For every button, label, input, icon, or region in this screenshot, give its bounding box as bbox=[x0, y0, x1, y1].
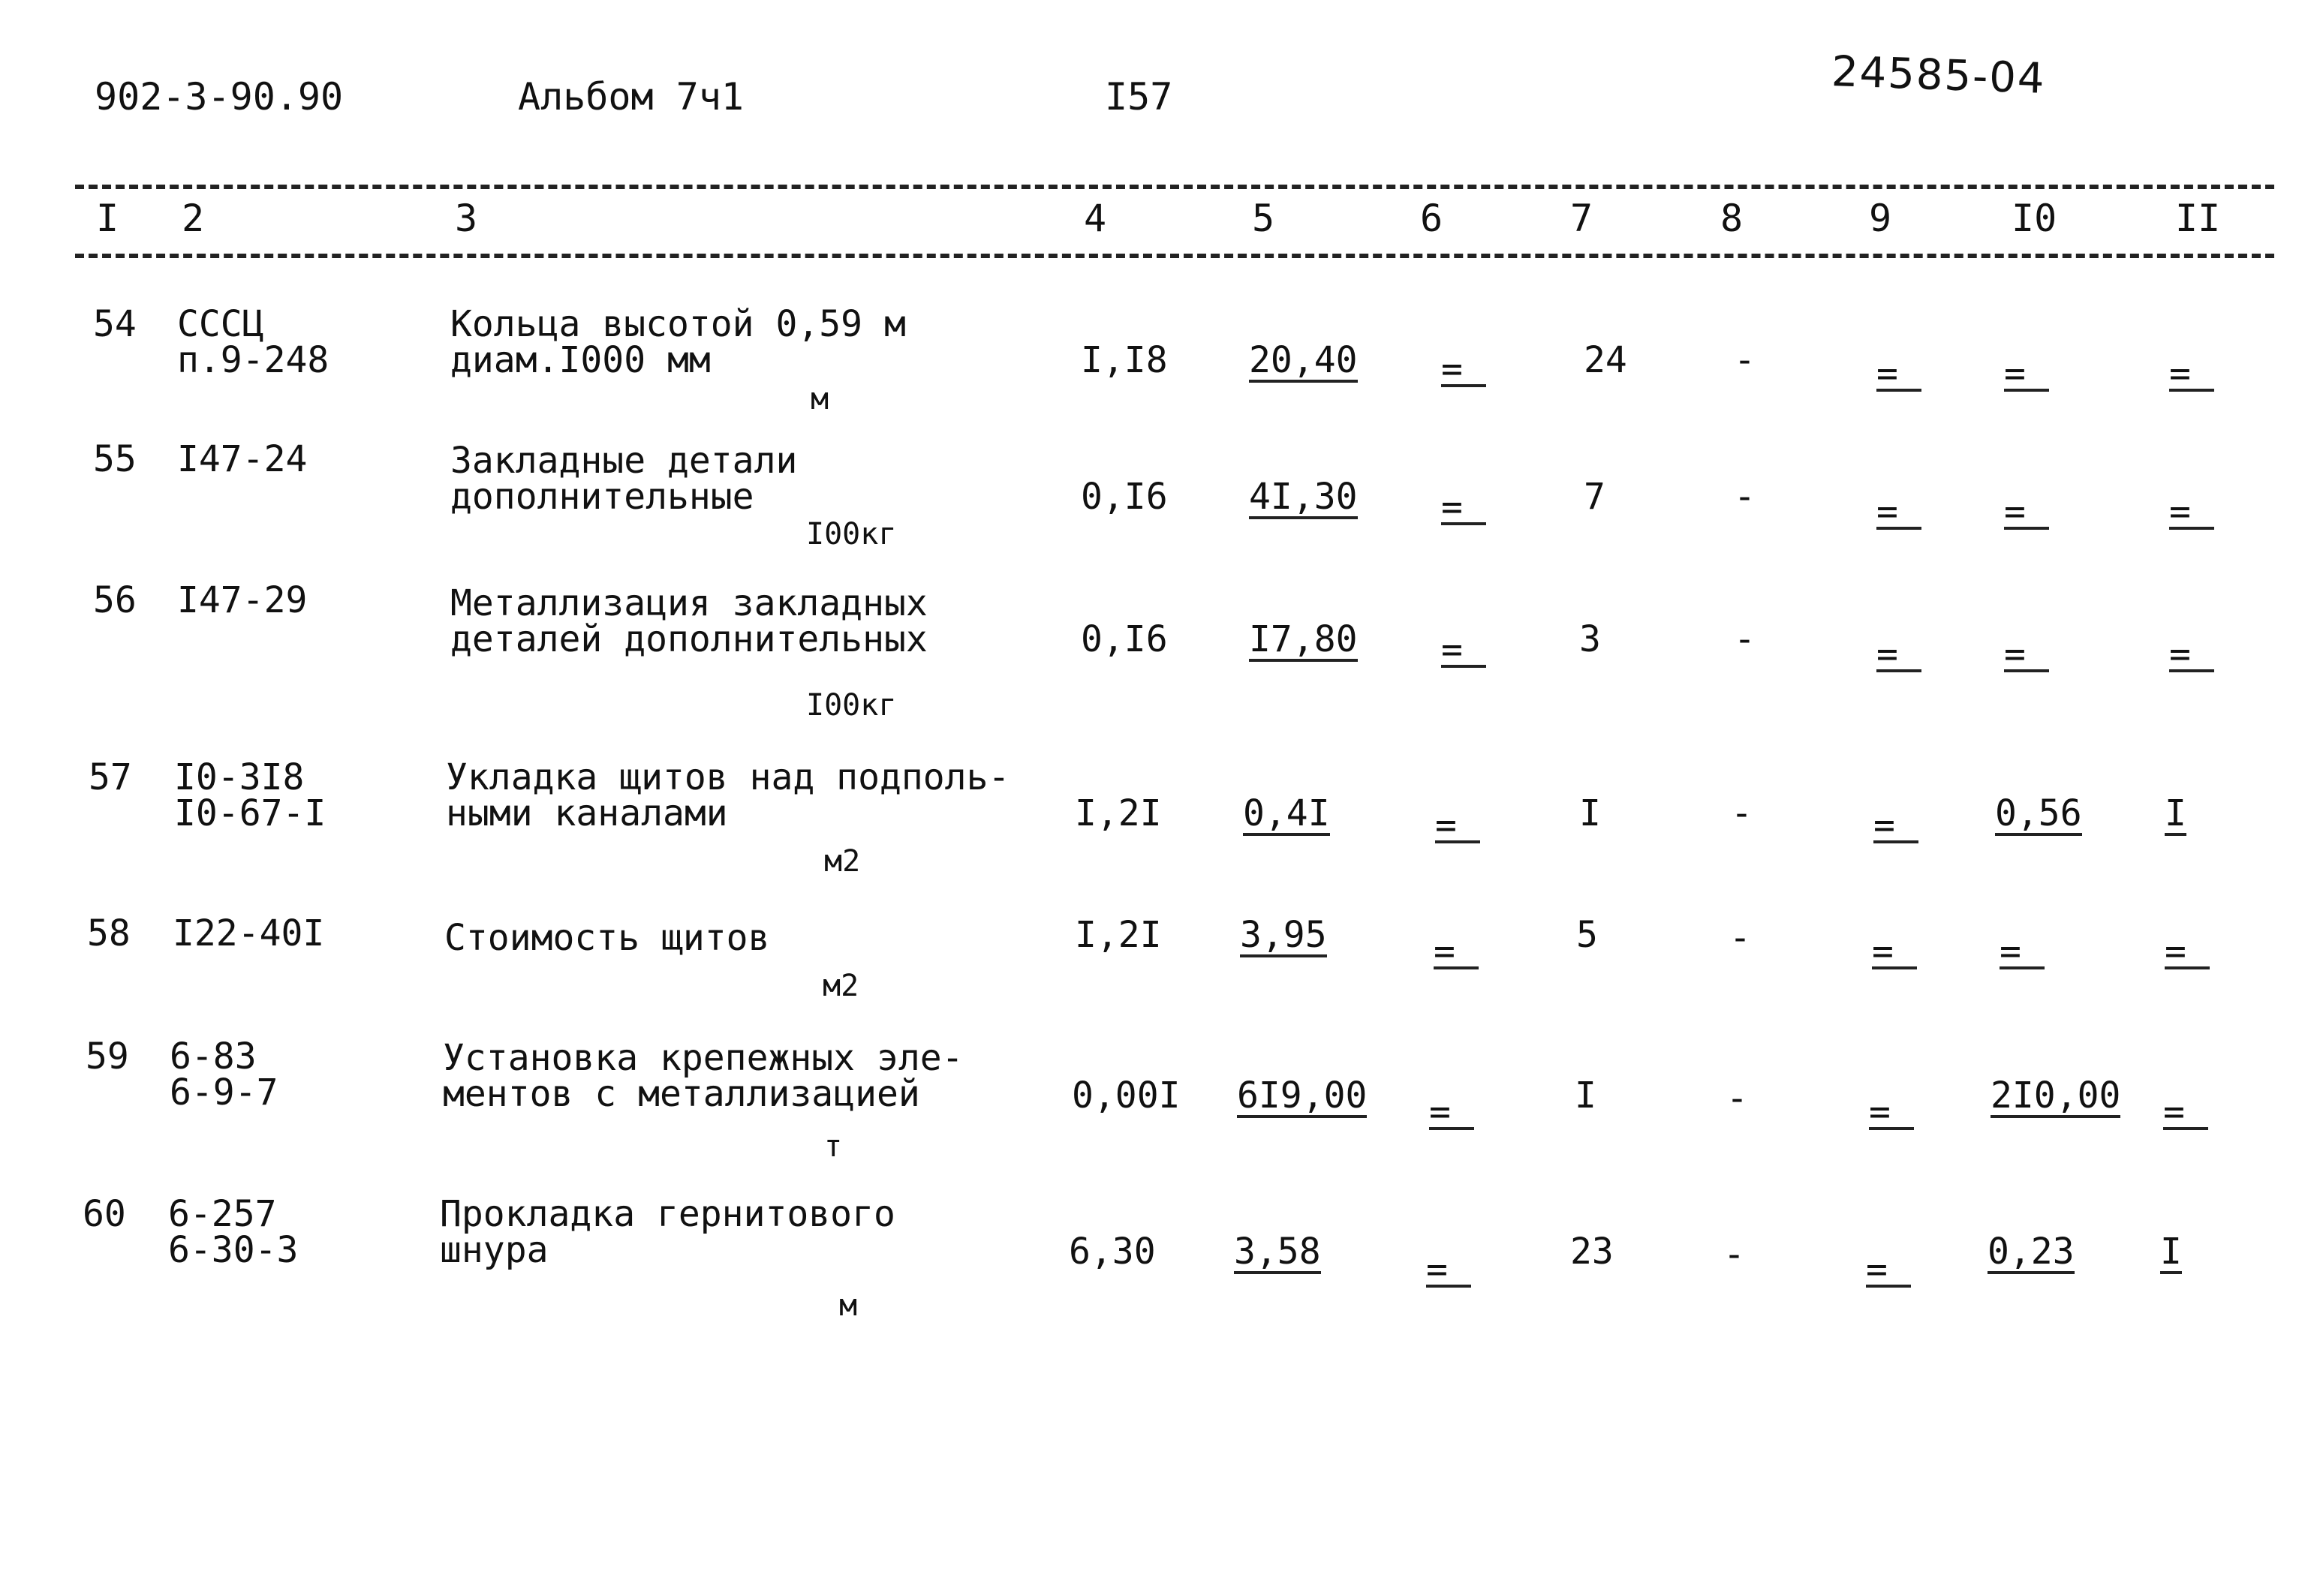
col-7-header: 7 bbox=[1570, 197, 1593, 240]
row-quantity: 0,I6 bbox=[1081, 618, 1168, 660]
row-price: 0,4I bbox=[1243, 792, 1330, 834]
row-quantity: 6,30 bbox=[1069, 1231, 1156, 1273]
row-name-line2: ными каналами bbox=[446, 792, 728, 834]
header-bottom-rule bbox=[75, 254, 2274, 258]
row-col8: - bbox=[1723, 1234, 1745, 1276]
row-name-line1: Укладка щитов над подполь- bbox=[446, 756, 1010, 798]
row-col7: 23 bbox=[1570, 1231, 1614, 1273]
row-unit: м bbox=[811, 382, 829, 416]
col-9-header: 9 bbox=[1869, 197, 1892, 240]
row-col9: = bbox=[1876, 633, 1921, 672]
row-col6: = bbox=[1426, 1249, 1471, 1288]
row-col6: = bbox=[1441, 348, 1486, 387]
row-quantity: I,2I bbox=[1075, 792, 1162, 834]
row-col6: = bbox=[1434, 930, 1479, 969]
row-col11: I bbox=[2165, 792, 2186, 834]
row-col10: 2I0,00 bbox=[1991, 1075, 2121, 1117]
row-col11: = bbox=[2169, 633, 2214, 672]
row-name-line1: Кольца высотой 0,59 м bbox=[450, 303, 906, 345]
col-11-header: II bbox=[2175, 197, 2221, 240]
row-col10: = bbox=[2004, 353, 2049, 392]
row-name-line2: дополнительные bbox=[450, 476, 754, 518]
row-price: 3,95 bbox=[1240, 914, 1327, 956]
row-price: 20,40 bbox=[1249, 339, 1358, 381]
row-number: 59 bbox=[86, 1035, 129, 1078]
row-name-line1: Установка крепежных эле- bbox=[443, 1037, 964, 1079]
row-col9: = bbox=[1873, 804, 1918, 843]
row-name-line2: диам.I000 мм bbox=[450, 339, 711, 381]
row-quantity: I,2I bbox=[1075, 914, 1162, 956]
row-name-line2: ментов с металлизацией bbox=[443, 1073, 920, 1115]
col-2-header: 2 bbox=[182, 197, 205, 240]
row-col8: - bbox=[1734, 339, 1756, 381]
row-col7: 5 bbox=[1576, 914, 1598, 956]
row-number: 57 bbox=[89, 756, 132, 798]
header-top-rule bbox=[75, 185, 2274, 189]
row-price: 3,58 bbox=[1234, 1231, 1321, 1273]
row-col8: - bbox=[1731, 792, 1753, 834]
album-label: Альбом 7ч1 bbox=[518, 75, 745, 119]
row-price: 6I9,00 bbox=[1237, 1075, 1368, 1117]
row-col9: = bbox=[1872, 930, 1917, 969]
row-unit: м2 bbox=[823, 969, 859, 1003]
col-3-header: 3 bbox=[455, 197, 478, 240]
row-name-line2: деталей дополнительных bbox=[450, 618, 928, 660]
row-code-line2: I0-67-I bbox=[174, 792, 326, 834]
row-code-line1: I47-29 bbox=[177, 579, 308, 621]
row-col10: = bbox=[2004, 633, 2049, 672]
row-col9: = bbox=[1876, 491, 1921, 530]
row-code-line1: I22-40I bbox=[173, 912, 325, 954]
row-number: 60 bbox=[83, 1193, 126, 1235]
row-name-line1: Стоимость щитов bbox=[444, 917, 770, 959]
row-name-line2: шнура bbox=[440, 1229, 549, 1271]
row-col9: = bbox=[1866, 1249, 1911, 1288]
row-price: 4I,30 bbox=[1249, 476, 1358, 518]
row-number: 55 bbox=[93, 438, 137, 480]
row-name-line1: Закладные детали bbox=[450, 440, 798, 482]
row-col10: 0,56 bbox=[1995, 792, 2082, 834]
row-code-line1: 6-83 bbox=[170, 1035, 257, 1078]
row-number: 58 bbox=[87, 912, 131, 954]
row-code-line1: 6-257 bbox=[168, 1193, 277, 1235]
row-code-line2: 6-30-3 bbox=[168, 1229, 299, 1271]
col-1-header: I bbox=[96, 197, 119, 240]
row-col7: 24 bbox=[1584, 339, 1627, 381]
row-number: 54 bbox=[93, 303, 137, 345]
row-col11: = bbox=[2169, 491, 2214, 530]
row-col10: = bbox=[2004, 491, 2049, 530]
row-col8: - bbox=[1729, 917, 1751, 959]
row-col7: 7 bbox=[1584, 476, 1605, 518]
row-col7: I bbox=[1579, 792, 1601, 834]
row-unit: т bbox=[824, 1129, 843, 1164]
row-unit: м bbox=[839, 1288, 858, 1323]
row-quantity: I,I8 bbox=[1081, 339, 1168, 381]
row-col8: - bbox=[1734, 476, 1756, 518]
document-code: 902-3-90.90 bbox=[95, 75, 344, 119]
row-col7: I bbox=[1575, 1075, 1596, 1117]
row-col8: - bbox=[1726, 1078, 1748, 1120]
col-10-header: I0 bbox=[2012, 197, 2057, 240]
row-quantity: 0,00I bbox=[1072, 1075, 1181, 1117]
row-col6: = bbox=[1435, 804, 1480, 843]
row-unit: м2 bbox=[824, 844, 861, 879]
row-col11: I bbox=[2160, 1231, 2182, 1273]
row-name-line1: Металлизация закладных bbox=[450, 582, 928, 624]
row-col9: = bbox=[1876, 353, 1921, 392]
col-5-header: 5 bbox=[1252, 197, 1275, 240]
row-name-line1: Прокладка гернитового bbox=[440, 1193, 895, 1235]
row-code-line1: I0-3I8 bbox=[174, 756, 305, 798]
row-code-line2: п.9-248 bbox=[177, 339, 330, 381]
col-8-header: 8 bbox=[1720, 197, 1744, 240]
col-6-header: 6 bbox=[1420, 197, 1443, 240]
row-unit: I00кг bbox=[806, 517, 897, 552]
page-number: I57 bbox=[1105, 75, 1173, 119]
row-number: 56 bbox=[93, 579, 137, 621]
row-quantity: 0,I6 bbox=[1081, 476, 1168, 518]
row-code-line2: 6-9-7 bbox=[170, 1072, 278, 1114]
row-col10: = bbox=[2000, 930, 2045, 969]
row-code-line1: I47-24 bbox=[177, 438, 308, 480]
row-price: I7,80 bbox=[1249, 618, 1358, 660]
row-col6: = bbox=[1441, 486, 1486, 525]
row-col6: = bbox=[1429, 1091, 1474, 1130]
row-col11: = bbox=[2165, 930, 2210, 969]
row-col11: = bbox=[2169, 353, 2214, 392]
row-code-line1: СССЦ bbox=[177, 303, 264, 345]
row-col6: = bbox=[1441, 629, 1486, 668]
row-col10: 0,23 bbox=[1988, 1231, 2075, 1273]
col-4-header: 4 bbox=[1084, 197, 1107, 240]
row-col11: = bbox=[2163, 1091, 2208, 1130]
row-col9: = bbox=[1869, 1091, 1914, 1130]
row-col8: - bbox=[1734, 618, 1756, 660]
row-col7: 3 bbox=[1579, 618, 1601, 660]
handwritten-stamp: 24585-04 bbox=[1830, 47, 2047, 104]
row-unit: I00кг bbox=[806, 688, 897, 723]
